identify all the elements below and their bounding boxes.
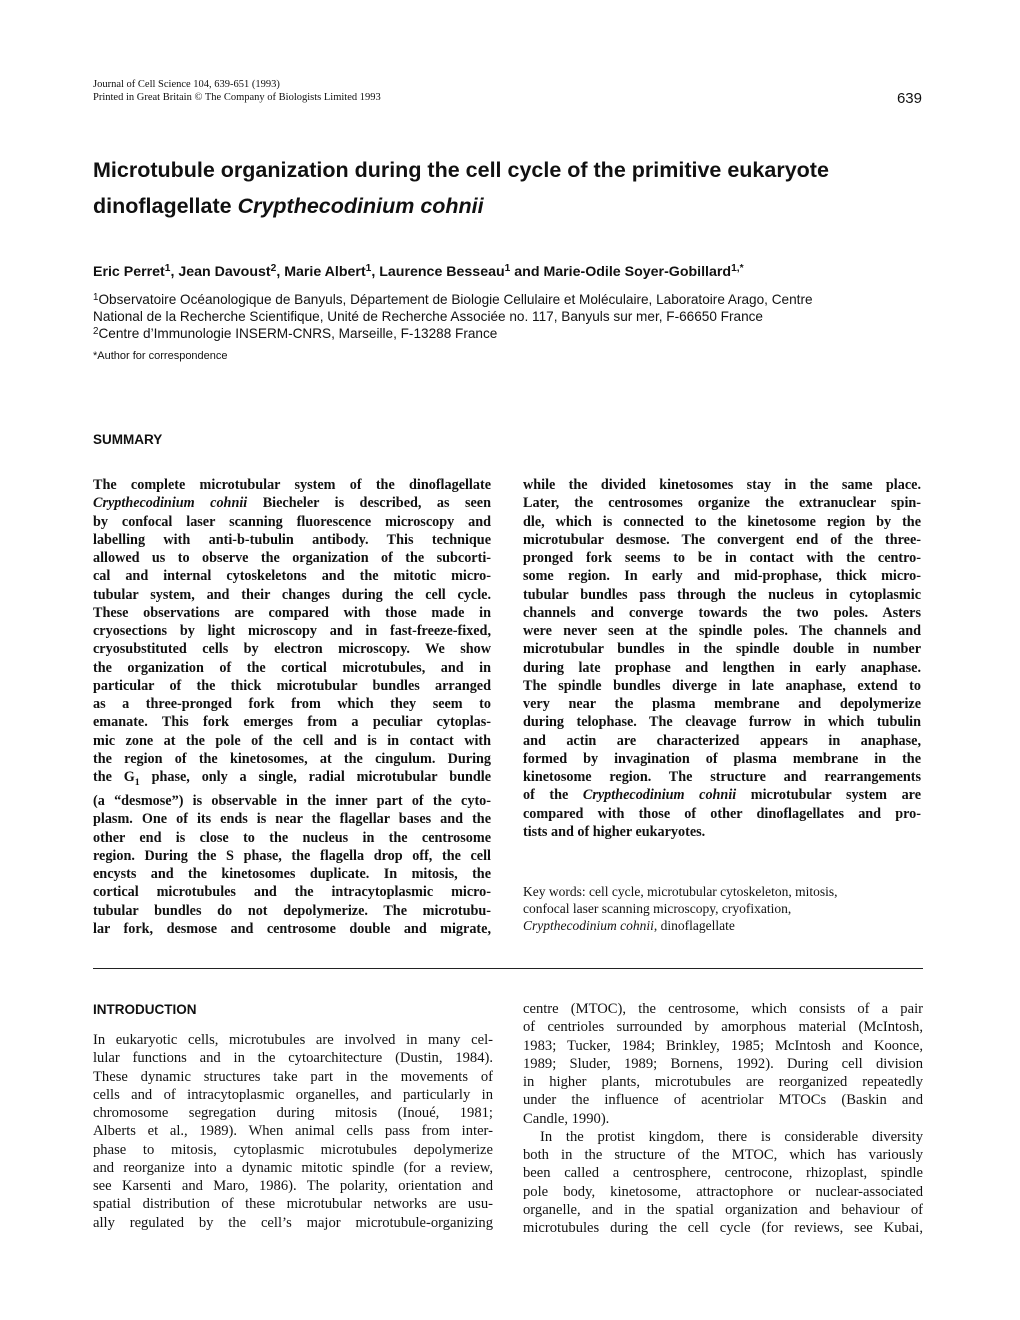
summary-line: were never seen at the spindle poles. The channels and [523,623,921,639]
title-line-2 [93,188,933,224]
body-line: in higher plants, microtubules are reorganized repeatedly [523,1074,923,1090]
summary-line: while the divided kinetosomes stay in the same place. [523,477,921,493]
author-name: Marie Albert [284,264,366,280]
keywords-line-3 [523,917,923,934]
title-plain: dinoflagellate [93,194,238,218]
summary-line: kinetosome region. The structure and rearrangements [523,769,921,785]
author-affiliation-marker: 1 [365,263,372,275]
species-name: Crypthecodinium cohnii [582,787,737,804]
author-separator: , [276,264,285,280]
correspondence-note: *Author for correspondence [93,350,228,362]
body-line: chromosome segregation during mitosis (Inoué, 1981; [93,1105,493,1121]
summary-line: labelling with anti-b-tubulin antibody. This technique [93,531,491,548]
summary-line: tubular bundles do not depolymerize. The microtubu- [93,902,491,919]
author-name: Eric Perret [93,264,165,280]
author-name: Laurence Besseau [379,264,505,280]
summary-line: by confocal laser scanning fluorescence microscopy and [93,513,491,530]
summary-line: tubular bundles pass through the nucleus in cytoplasmic [523,586,921,603]
summary-line: the $G_1$ phase, only a single, radial microtubular bundle [93,769,491,788]
body-line: In the protist kingdom, there is considerable diversity [540,1128,923,1145]
affiliation-1-line-2: National de la Recherche Scientifique, Unité de Recherche Associée no. 117, Banyuls sur mer, F-66650 France [93,309,763,324]
summary-line: Later, the centrosomes organize the extranuclear spin- [523,495,921,512]
summary-line: cal and internal cytoskeletons and the mitotic micro- [93,568,491,585]
body-line: see Karsenti and Maro, 1986). The polarity, orientation and [93,1178,493,1194]
summary-line: particular of the thick microtubular bundles arranged [93,677,491,694]
copyright-line: Printed in Great Britain © The Company of Biologists Limited 1993 [93,92,381,103]
summary-line: (a “desmose”) is observable in the inner part of the cyto- [93,793,491,810]
author-affiliation-marker: 1 [164,263,171,275]
author-affiliation-marker: 1,* [731,263,744,275]
body-line: centre (MTOC), the centrosome, which consists of a pair [523,1001,923,1017]
body-line: 1983; Tucker, 1984; Brinkley, 1985; McIntosh and Koonce, [523,1037,923,1054]
body-line: microtubules during the cell cycle (for reviews, see Kubai, [523,1220,923,1236]
body-line: and reorganize into a dynamic mitotic spindle (for a review, [93,1159,493,1176]
summary-line: formed by invagination of plasma membrane in the [523,750,921,767]
body-line: organelle, and in the spatial organization and behaviour of [523,1201,923,1218]
body-line: both in the structure of the MTOC, which has variously [523,1147,923,1163]
introduction-right-column [523,1000,923,1237]
body-line: ally regulated by the cell’s major microtubule-organizing [93,1214,493,1231]
summary-line: mic zone at the pole of the cell and is in contact with [93,732,491,749]
title-line-1: Microtubule organization during the cell cycle of the primitive eukaryote [93,158,829,182]
body-line: under the influence of acentriolar MTOCs (Baskin and [523,1092,923,1109]
body-line: Candle, 1990). [523,1110,610,1127]
title-species: Crypthecodinium cohnii [237,194,484,218]
summary-line: dle, which is connected to the kinetosome region by the [523,513,921,530]
summary-line: The complete microtubular system of the dinoflagellate [93,477,491,493]
summary-line: during telophase. The cleavage furrow in which tubulin [523,714,921,731]
article-title [93,152,933,224]
summary-line: other end is close to the nucleus in the centrosome [93,829,491,846]
keywords-line-2: confocal laser scanning microscopy, cryofixation, [523,901,792,916]
summary-line: pronged fork seems to be in contact with the centro- [523,550,921,566]
affiliation-text: Observatoire Océanologique de Banyuls, Département de Biologie Cellulaire et Moléculaire, Laboratoire Arago, Centre [98,292,813,307]
body-line: been called a centrosphere, centrocone, rhizoplast, spindle [523,1165,923,1182]
summary-line: tists and of higher eukaryotes. [523,823,706,840]
summary-line: channels and converge towards the two poles. Asters [523,604,921,621]
author-list [93,264,933,280]
summary-line: as a three-pronged fork from which they seem to [93,696,491,712]
summary-line: microtubular desmose. The convergent end of the three- [523,531,921,548]
body-line: cells and of intracytoplasmic organelles, and particularly in [93,1086,493,1103]
summary-line: the region of the kinetosomes, at the cingulum. During [93,750,491,767]
summary-line: emanate. This fork emerges from a peculiar cytoplas- [93,714,491,731]
summary-heading: SUMMARY [93,432,163,447]
author-affiliation-marker: 2 [270,263,277,275]
body-line: pole body, kinetosome, attractophore or nuclear-associated [523,1183,923,1200]
summary-line: The spindle bundles diverge in late anaphase, extend to [523,677,921,694]
author-separator: and [510,264,544,280]
phase-subscript: 1 [134,776,140,788]
summary-line: cryosections by light microscopy and in fast-freeze-fixed, [93,623,491,639]
journal-citation: Journal of Cell Science 104, 639-651 (1993) [93,79,280,90]
author-name: Marie-Odile Soyer-Gobillard [543,264,732,280]
body-line: 1989; Sluder, 1989; Bornens, 1992). During cell division [523,1055,923,1072]
summary-line: microtubular bundles in the spindle double in number [523,641,921,658]
body-line: of centrioles surrounded by amorphous material (McIntosh, [523,1019,923,1036]
affiliation-text: Centre d’Immunologie INSERM-CNRS, Marseille, F-13288 France [98,326,498,341]
summary-line: allowed us to observe the organization of the subcorti- [93,550,491,566]
species-name: Crypthecodinium cohnii [93,495,248,512]
summary-line: plasm. One of its ends is near the flagellar bases and the [93,811,491,828]
summary-line: compared with those of other dinoflagellates and pro- [523,805,921,822]
summary-left-column [93,476,491,938]
summary-line: Crypthecodinium cohnii Biecheler is described, as seen [93,495,491,512]
summary-line: lar fork, desmose and centrosome double and migrate, [93,920,491,937]
body-line: spatial distribution of these microtubular networks are usu- [93,1196,493,1213]
summary-line: the organization of the cortical microtubules, and in [93,659,491,676]
body-line: phase to mitosis, cytoplasmic microtubules depolymerize [93,1141,493,1158]
affiliation-2 [93,325,933,342]
summary-line: cryosubstituted cells by electron microscopy. We show [93,641,491,658]
summary-line: tubular system, and their changes during the cell cycle. [93,586,491,603]
summary-line: and actin are characterized appears in anaphase, [523,732,921,749]
introduction-left-column [93,1031,493,1232]
summary-line: very near the plasma membrane and depolymerize [523,696,921,712]
affiliation-marker: 1 [93,291,99,303]
body-line: These dynamic structures take part in the movements of [93,1068,493,1085]
keywords-line-1: Key words: cell cycle, microtubular cytoskeleton, mitosis, [523,884,838,899]
body-line: lular functions and in the cytoarchitecture (Dustin, 1984). [93,1050,493,1067]
summary-line: region. During the S phase, the flagella drop off, the cell [93,847,491,864]
affiliation-1-line-1 [93,291,933,308]
author-separator: , [170,264,179,280]
introduction-heading: INTRODUCTION [93,1002,197,1017]
author-name: Jean Davoust [178,264,271,280]
page-number: 639 [896,90,922,107]
body-line: In eukaryotic cells, microtubules are involved in many cel- [93,1032,493,1048]
keyword-rest: , dinoflagellate [653,918,735,933]
summary-line: of the Crypthecodinium cohnii microtubular system are [523,787,922,804]
affiliation-marker: 2 [93,325,99,337]
keyword-species: Crypthecodinium cohnii [523,918,654,933]
section-divider [93,968,923,969]
author-separator: , [371,264,380,280]
summary-line: during late prophase and lengthen in early anaphase. [523,659,921,676]
summary-line: These observations are compared with those made in [93,604,491,621]
author-affiliation-marker: 1 [504,263,511,275]
summary-right-column [523,476,921,841]
summary-line: encysts and the kinetosomes duplicate. In mitosis, the [93,866,491,883]
summary-line: cortical microtubules and the intracytoplasmic micro- [93,884,491,901]
body-line: Alberts et al., 1989). When animal cells pass from inter- [93,1123,493,1140]
summary-line: some region. In early and mid-prophase, thick micro- [523,568,921,585]
